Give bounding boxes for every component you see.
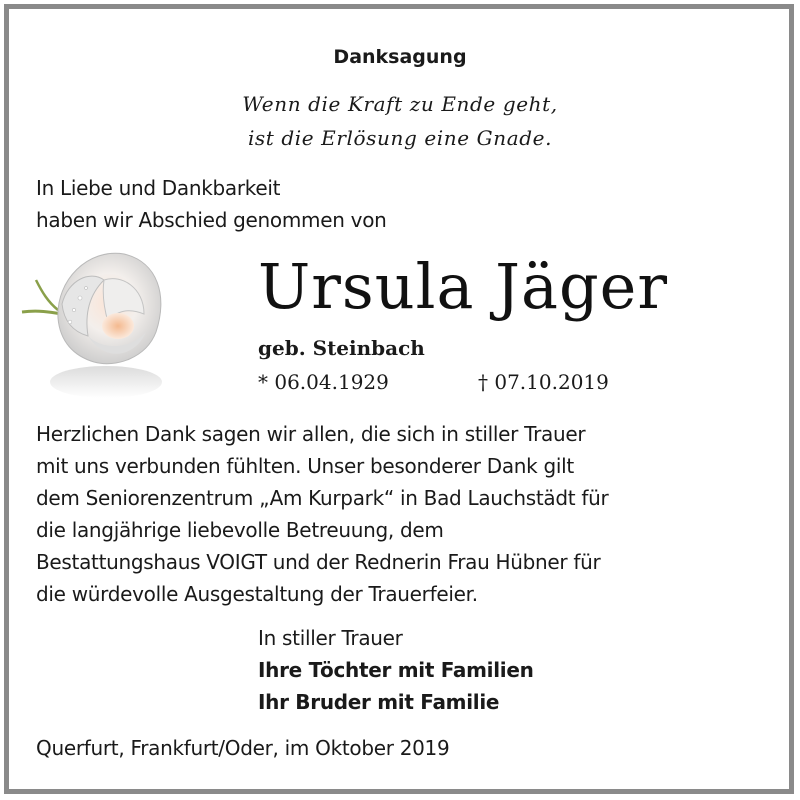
deceased-name: Ursula Jäger (258, 250, 668, 323)
birth-date: * 06.04.1929 (258, 370, 389, 394)
verse-line-2: ist die Erlösung eine Gnade. (247, 126, 553, 150)
thanks-line-1: Herzlichen Dank sagen wir allen, die sich in stiller Trauer (36, 422, 586, 446)
white-rose-image (18, 240, 168, 400)
deceased-maiden-name: geb. Steinbach (258, 336, 425, 360)
intro-line-1: In Liebe und Dankbarkeit (36, 176, 281, 200)
thanks-line-2: mit uns verbunden fühlten. Unser besonderer Dank gilt (36, 454, 574, 478)
mourners-line-2: Ihr Bruder mit Familie (258, 690, 500, 714)
mourners-line-1: Ihre Töchter mit Familien (258, 658, 534, 682)
place-date: Querfurt, Frankfurt/Oder, im Oktober 2019 (36, 736, 450, 760)
notice-heading: Danksagung (333, 46, 467, 68)
thanks-line-3: dem Seniorenzentrum „Am Kurpark“ in Bad Lauchstädt für (36, 486, 609, 510)
thanks-line-4: die langjährige liebevolle Betreuung, dem (36, 518, 444, 542)
thanks-line-5: Bestattungshaus VOIGT und der Rednerin Frau Hübner für (36, 550, 601, 574)
thanks-line-6: die würdevolle Ausgestaltung der Trauerfeier. (36, 582, 478, 606)
death-date: † 07.10.2019 (478, 370, 609, 394)
mourners-intro: In stiller Trauer (258, 626, 403, 650)
intro-line-2: haben wir Abschied genommen von (36, 208, 387, 232)
verse-line-1: Wenn die Kraft zu Ende geht, (242, 92, 558, 116)
